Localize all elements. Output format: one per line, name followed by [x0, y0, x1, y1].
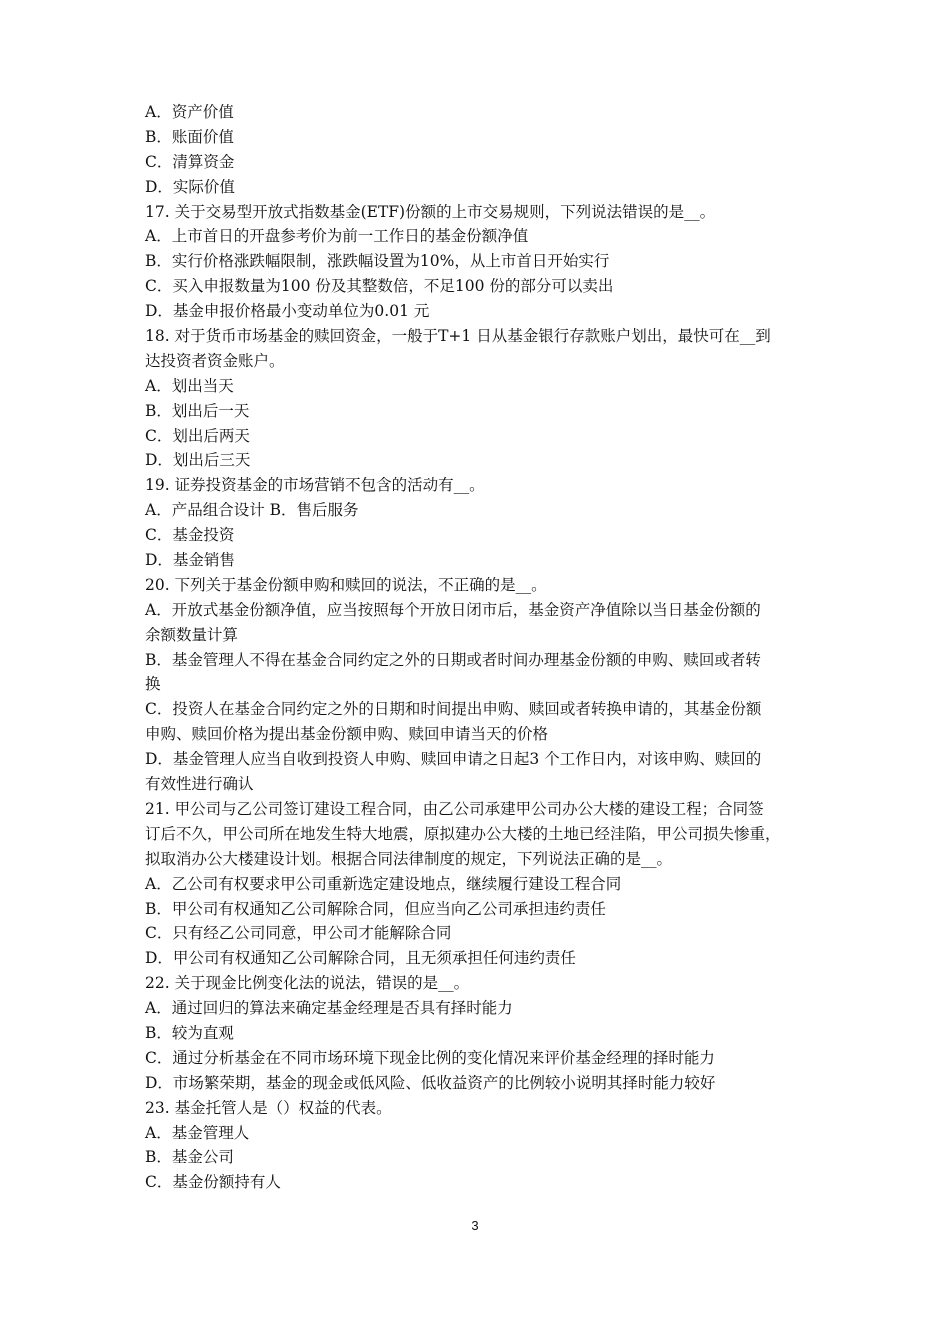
option-line: A．基金管理人 — [145, 1123, 250, 1142]
option-line: A．上市首日的开盘参考价为前一工作日的基金份额净值 — [145, 227, 529, 246]
option-line: D．市场繁荣期，基金的现金或低风险、低收益资产的比例较小说明其择时能力较好 — [145, 1073, 716, 1092]
question-17: 17. 关于交易型开放式指数基金(ETF)份额的上市交易规则，下列说法错误的是__。 — [145, 202, 716, 221]
option-line: D．实际价值 — [145, 177, 235, 196]
option-line: D．基金管理人应当自收到投资人申购、赎回申请之日起3 个工作日内，对该申购、赎回的 — [145, 750, 762, 769]
question-21-cont: 拟取消办公大楼建设计划。根据合同法律制度的规定，下列说法正确的是__。 — [145, 849, 673, 868]
option-line: D．基金申报价格最小变动单位为0.01 元 — [145, 302, 430, 321]
option-line-cont: 余额数量计算 — [145, 625, 239, 644]
option-line: B．甲公司有权通知乙公司解除合同，但应当向乙公司承担违约责任 — [145, 899, 606, 918]
question-18-cont: 达投资者资金账户。 — [145, 351, 285, 370]
option-line: B．基金公司 — [145, 1148, 234, 1167]
option-line: A．开放式基金份额净值，应当按照每个开放日闭市后，基金资产净值除以当日基金份额的 — [145, 600, 761, 619]
question-20: 20. 下列关于基金份额申购和赎回的说法，不正确的是__。 — [145, 575, 547, 594]
option-line: C．只有经乙公司同意，甲公司才能解除合同 — [145, 924, 452, 943]
option-line: B．账面价值 — [145, 127, 234, 146]
question-18: 18. 对于货币市场基金的赎回资金，一般于T+1 日从基金银行存款账户划出，最快可在__到 — [145, 327, 771, 346]
option-line-cont: 换 — [145, 675, 161, 694]
option-line: A．资产价值 — [145, 103, 234, 121]
option-line: B．基金管理人不得在基金合同约定之外的日期或者时间办理基金份额的申购、赎回或者转 — [145, 650, 761, 669]
option-line: C．基金份额持有人 — [145, 1173, 281, 1192]
option-line: B．划出后一天 — [145, 401, 250, 420]
option-line: D．基金销售 — [145, 551, 235, 570]
question-21: 21. 甲公司与乙公司签订建设工程合同，由乙公司承建甲公司办公大楼的建设工程；合同签 — [145, 799, 764, 818]
option-line-cont: 申购、赎回价格为提出基金份额申购、赎回申请当天的价格 — [145, 725, 549, 744]
question-21-cont: 订后不久，甲公司所在地发生特大地震，原拟建办公大楼的土地已经洼陷，甲公司损失惨重， — [145, 824, 781, 843]
option-line: C．划出后两天 — [145, 426, 250, 445]
option-line: C．投资人在基金合同约定之外的日期和时间提出申购、赎回或者转换申请的，其基金份额 — [145, 700, 762, 719]
option-line: B．较为直观 — [145, 1023, 234, 1042]
question-22: 22. 关于现金比例变化法的说法，错误的是__。 — [145, 974, 470, 993]
option-line: C．通过分析基金在不同市场环境下现金比例的变化情况来评价基金经理的择时能力 — [145, 1048, 715, 1067]
option-line: B．实行价格涨跌幅限制，涨跌幅设置为10%，从上市首日开始实行 — [145, 252, 610, 271]
option-line: C．基金投资 — [145, 526, 235, 545]
page-number: 3 — [471, 1218, 479, 1233]
option-line: A．通过回归的算法来确定基金经理是否具有择时能力 — [145, 999, 513, 1018]
document-body — [145, 100, 815, 1195]
option-line: A．划出当天 — [145, 376, 234, 395]
option-line: A．乙公司有权要求甲公司重新选定建设地点，继续履行建设工程合同 — [145, 874, 622, 893]
option-line: C．买入申报数量为100 份及其整数倍，不足100 份的部分可以卖出 — [145, 277, 614, 296]
option-line: D．甲公司有权通知乙公司解除合同，且无须承担任何违约责任 — [145, 949, 576, 968]
question-23: 23. 基金托管人是（）权益的代表。 — [145, 1098, 392, 1117]
option-line: D．划出后三天 — [145, 451, 251, 470]
option-line: C．清算资金 — [145, 152, 235, 171]
option-line: A．产品组合设计 B．售后服务 — [145, 501, 359, 520]
question-19: 19. 证券投资基金的市场营销不包含的活动有__。 — [145, 476, 485, 495]
option-line-cont: 有效性进行确认 — [145, 775, 254, 794]
